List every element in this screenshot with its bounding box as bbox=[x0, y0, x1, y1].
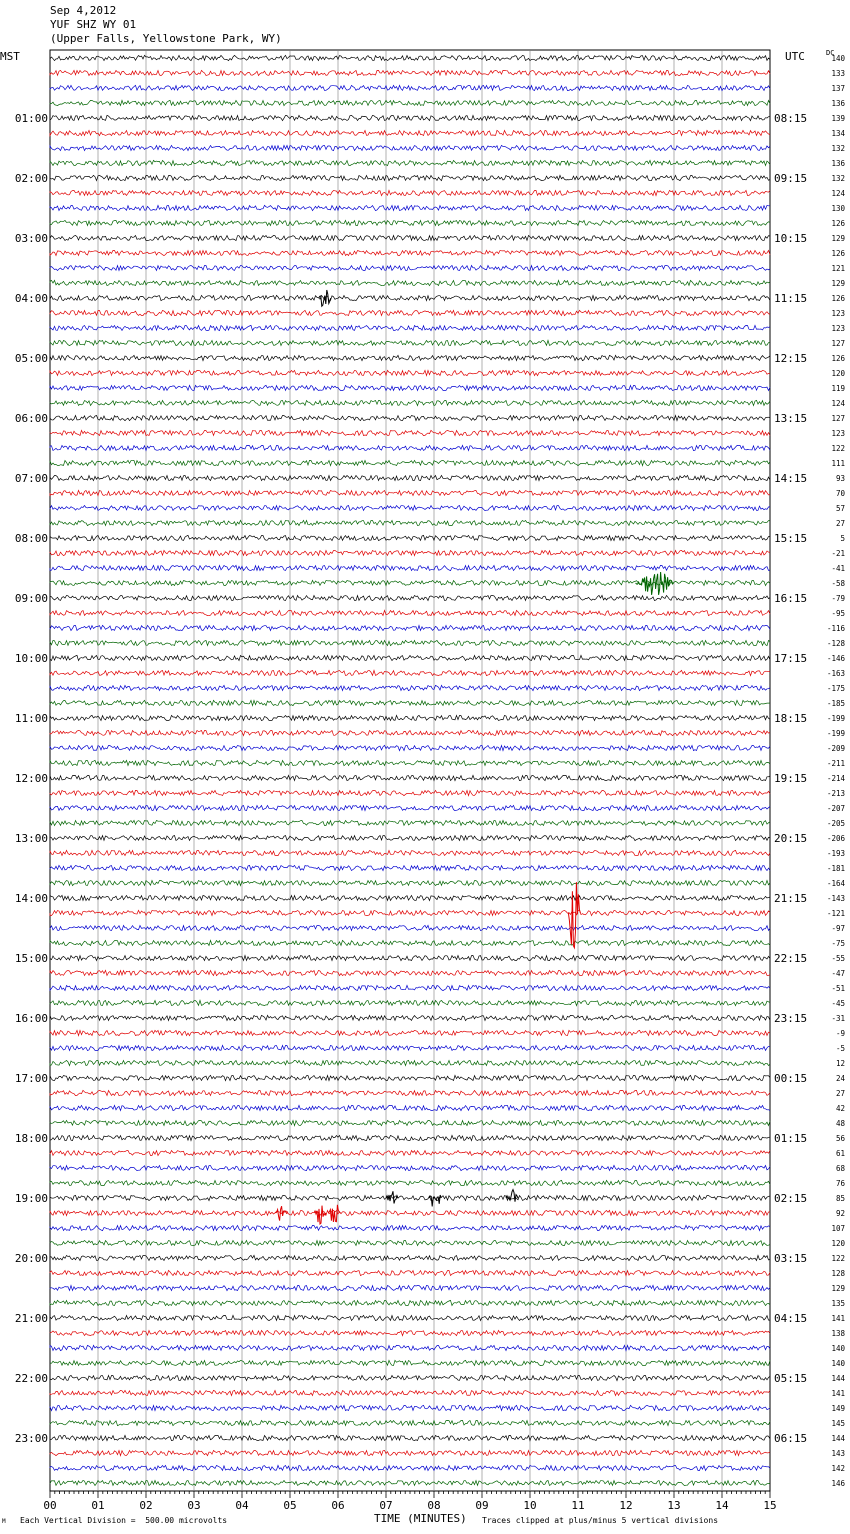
dc-offset-label: -199 bbox=[826, 729, 845, 738]
right-hour-label: 22:15 bbox=[774, 952, 808, 965]
dc-offset-label: -211 bbox=[826, 759, 845, 768]
trace-line bbox=[50, 400, 770, 405]
dc-offset-label: 56 bbox=[835, 1134, 845, 1143]
dc-offset-label: 136 bbox=[831, 159, 845, 168]
right-hour-label: 21:15 bbox=[774, 892, 808, 905]
trace-line bbox=[50, 910, 770, 915]
trace-line bbox=[50, 595, 770, 600]
right-hour-label: 09:15 bbox=[774, 172, 808, 185]
left-timezone-label: MST bbox=[0, 50, 20, 63]
trace-line bbox=[50, 1165, 770, 1170]
dc-offset-label: -45 bbox=[831, 999, 845, 1008]
trace-line bbox=[50, 1360, 770, 1365]
left-hour-label: 11:00 bbox=[14, 712, 48, 725]
dc-offset-label: 61 bbox=[835, 1149, 845, 1158]
trace-line bbox=[50, 1480, 770, 1485]
trace-line bbox=[50, 775, 770, 780]
trace-line bbox=[50, 325, 770, 330]
trace-line bbox=[50, 1195, 770, 1200]
trace-line bbox=[50, 355, 770, 360]
left-hour-label: 23:00 bbox=[14, 1432, 48, 1445]
dc-offset-label: 122 bbox=[831, 1254, 845, 1263]
left-hour-label: 06:00 bbox=[14, 412, 48, 425]
dc-offset-label: -199 bbox=[826, 714, 845, 723]
dc-offset-label: -5 bbox=[835, 1044, 845, 1053]
dc-offset-label: 141 bbox=[831, 1389, 845, 1398]
left-hour-label: 22:00 bbox=[14, 1372, 48, 1385]
dc-offset-label: -41 bbox=[831, 564, 845, 573]
x-tick-label: 12 bbox=[619, 1499, 633, 1512]
trace-line bbox=[50, 565, 770, 570]
dc-offset-label: -206 bbox=[826, 834, 845, 843]
dc-offset-label: 128 bbox=[831, 1269, 845, 1278]
dc-offset-label: 124 bbox=[831, 189, 845, 198]
dc-offset-label: 127 bbox=[831, 414, 845, 423]
trace-line bbox=[50, 970, 770, 975]
dc-offset-label: 93 bbox=[835, 474, 845, 483]
trace-line bbox=[50, 880, 770, 885]
trace-line bbox=[50, 340, 770, 345]
trace-line bbox=[50, 430, 770, 435]
trace-line bbox=[50, 895, 770, 900]
dc-offset-label: -205 bbox=[826, 819, 845, 828]
dc-offset-label: 123 bbox=[831, 429, 845, 438]
right-hour-label: 18:15 bbox=[774, 712, 808, 725]
trace-line bbox=[50, 205, 770, 210]
trace-line bbox=[50, 520, 770, 525]
right-hour-label: 08:15 bbox=[774, 112, 808, 125]
dc-offset-label: 135 bbox=[831, 1299, 845, 1308]
dc-offset-label: -121 bbox=[826, 909, 845, 918]
trace-line bbox=[50, 385, 770, 390]
dc-offset-label: -47 bbox=[831, 969, 845, 978]
x-tick-label: 13 bbox=[667, 1499, 681, 1512]
trace-line bbox=[50, 145, 770, 150]
left-hour-label: 07:00 bbox=[14, 472, 48, 485]
dc-offset-label: -146 bbox=[826, 654, 845, 663]
seismic-events bbox=[276, 290, 674, 1224]
left-hour-label: 02:00 bbox=[14, 172, 48, 185]
dc-offset-label: -193 bbox=[826, 849, 845, 858]
trace-line bbox=[50, 535, 770, 540]
trace-line bbox=[50, 220, 770, 225]
dc-offset-label: -58 bbox=[831, 579, 845, 588]
trace-line bbox=[50, 1240, 770, 1245]
trace-line bbox=[50, 190, 770, 195]
left-hour-label: 17:00 bbox=[14, 1072, 48, 1085]
dc-offset-label: 76 bbox=[835, 1179, 845, 1188]
x-axis-title: TIME (MINUTES) bbox=[374, 1512, 467, 1525]
right-hour-label: 06:15 bbox=[774, 1432, 808, 1445]
x-tick-label: 08 bbox=[427, 1499, 441, 1512]
right-hour-label: 01:15 bbox=[774, 1132, 808, 1145]
x-tick-label: 00 bbox=[43, 1499, 57, 1512]
trace-line bbox=[50, 730, 770, 735]
x-tick-label: 14 bbox=[715, 1499, 729, 1512]
trace-line bbox=[50, 175, 770, 180]
seismic-traces bbox=[50, 55, 770, 1485]
dc-offset-label: 123 bbox=[831, 309, 845, 318]
trace-line bbox=[50, 295, 770, 300]
trace-line bbox=[50, 640, 770, 645]
right-hour-label: 03:15 bbox=[774, 1252, 808, 1265]
dc-offset-label: 140 bbox=[831, 1344, 845, 1353]
trace-line bbox=[50, 1150, 770, 1155]
dc-offset-label: 12 bbox=[835, 1059, 845, 1068]
left-hour-label: 09:00 bbox=[14, 592, 48, 605]
trace-line bbox=[50, 506, 770, 511]
dc-offset-label: 126 bbox=[831, 294, 845, 303]
trace-line bbox=[50, 1300, 770, 1305]
trace-line bbox=[50, 550, 770, 555]
dc-offset-label: 132 bbox=[831, 174, 845, 183]
dc-offset-label: 57 bbox=[835, 504, 845, 513]
left-hour-label: 18:00 bbox=[14, 1132, 48, 1145]
trace-line bbox=[50, 1315, 770, 1320]
dc-offset-label: 27 bbox=[835, 1089, 845, 1098]
dc-offset-label: -21 bbox=[831, 549, 845, 558]
trace-line bbox=[50, 805, 770, 810]
dc-offset-label: 68 bbox=[835, 1164, 845, 1173]
left-hour-label: 03:00 bbox=[14, 232, 48, 245]
trace-line bbox=[50, 985, 770, 990]
trace-line bbox=[50, 475, 770, 480]
dc-offset-label: 5 bbox=[840, 534, 845, 543]
dc-offset-label: -209 bbox=[826, 744, 845, 753]
trace-line bbox=[50, 1225, 770, 1230]
trace-line bbox=[50, 266, 770, 271]
trace-line bbox=[50, 55, 770, 60]
left-hour-label: 21:00 bbox=[14, 1312, 48, 1325]
trace-line bbox=[50, 1375, 770, 1380]
dc-offset-label: 123 bbox=[831, 324, 845, 333]
trace-line bbox=[50, 1270, 770, 1275]
right-hour-label: 20:15 bbox=[774, 832, 808, 845]
dc-offset-label: -164 bbox=[826, 879, 845, 888]
dc-offset-label: 126 bbox=[831, 219, 845, 228]
dc-offset-label: -143 bbox=[826, 894, 845, 903]
trace-line bbox=[50, 1465, 770, 1470]
dc-offset-labels bbox=[827, 54, 846, 1488]
trace-line bbox=[50, 1045, 770, 1050]
trace-line bbox=[50, 940, 770, 945]
trace-line bbox=[50, 280, 770, 285]
dc-offset-label: 134 bbox=[831, 129, 845, 138]
station-code: YUF SHZ WY 01 bbox=[50, 18, 137, 31]
dc-offset-label: 107 bbox=[831, 1224, 845, 1233]
dc-offset-label: -31 bbox=[831, 1014, 845, 1023]
trace-line bbox=[50, 100, 770, 105]
trace-line bbox=[50, 745, 770, 750]
right-hour-label: 10:15 bbox=[774, 232, 808, 245]
corner-mark: M bbox=[2, 1518, 6, 1525]
trace-line bbox=[50, 715, 770, 720]
trace-line bbox=[50, 1210, 770, 1215]
trace-line bbox=[50, 235, 770, 240]
dc-offset-label: 143 bbox=[831, 1449, 845, 1458]
right-hour-label: 19:15 bbox=[774, 772, 808, 785]
trace-line bbox=[50, 1015, 770, 1020]
scale-note: Each Vertical Division = 500.00 microvolts bbox=[20, 1516, 228, 1525]
trace-line bbox=[50, 1060, 770, 1065]
trace-line bbox=[50, 1450, 770, 1455]
right-hour-label: 17:15 bbox=[774, 652, 808, 665]
left-hour-label: 20:00 bbox=[14, 1252, 48, 1265]
dc-offset-label: 27 bbox=[835, 519, 845, 528]
trace-line bbox=[50, 70, 770, 75]
trace-line bbox=[50, 670, 770, 675]
right-hour-label: 02:15 bbox=[774, 1192, 808, 1205]
trace-line bbox=[50, 955, 770, 960]
trace-line bbox=[50, 310, 770, 315]
dc-offset-label: -213 bbox=[826, 789, 845, 798]
dc-offset-label: -79 bbox=[831, 594, 845, 603]
trace-line bbox=[50, 1075, 770, 1080]
dc-offset-label: -214 bbox=[826, 774, 845, 783]
left-hour-label: 08:00 bbox=[14, 532, 48, 545]
trace-line bbox=[50, 1030, 770, 1035]
dc-offset-label: 126 bbox=[831, 249, 845, 258]
right-hour-label: 11:15 bbox=[774, 292, 808, 305]
dc-offset-label: 120 bbox=[831, 1239, 845, 1248]
trace-line bbox=[50, 1345, 770, 1350]
trace-line bbox=[50, 1090, 770, 1095]
dc-offset-label: -181 bbox=[826, 864, 845, 873]
x-tick-label: 11 bbox=[571, 1499, 585, 1512]
trace-line bbox=[50, 610, 770, 615]
dc-offset-label: 111 bbox=[831, 459, 845, 468]
dc-offset-label: 120 bbox=[831, 369, 845, 378]
dc-offset-label: -51 bbox=[831, 984, 845, 993]
dc-offset-label: -175 bbox=[826, 684, 845, 693]
right-hour-label: 13:15 bbox=[774, 412, 808, 425]
left-hour-label: 14:00 bbox=[14, 892, 48, 905]
right-timezone-label: UTC bbox=[785, 50, 805, 63]
trace-line bbox=[50, 160, 770, 165]
dc-offset-label: 144 bbox=[831, 1374, 845, 1383]
dc-offset-label: 48 bbox=[835, 1119, 845, 1128]
left-hour-label: 19:00 bbox=[14, 1192, 48, 1205]
right-hour-label: 05:15 bbox=[774, 1372, 808, 1385]
trace-line bbox=[50, 1420, 770, 1425]
dc-offset-label: 133 bbox=[831, 69, 845, 78]
dc-offset-label: 42 bbox=[835, 1104, 845, 1113]
trace-line bbox=[50, 85, 770, 90]
trace-line bbox=[50, 925, 770, 930]
dc-offset-label: -9 bbox=[835, 1029, 845, 1038]
dc-offset-label: 139 bbox=[831, 114, 845, 123]
dc-offset-label: -75 bbox=[831, 939, 845, 948]
trace-line bbox=[50, 415, 770, 420]
dc-offset-label: 142 bbox=[831, 1464, 845, 1473]
dc-offset-label: 141 bbox=[831, 1314, 845, 1323]
dc-offset-label: -95 bbox=[831, 609, 845, 618]
dc-offset-label: 121 bbox=[831, 264, 845, 273]
dc-offset-label: 146 bbox=[831, 1479, 845, 1488]
trace-line bbox=[50, 1435, 770, 1440]
event-burst bbox=[568, 882, 580, 948]
dc-offset-label: -207 bbox=[826, 804, 845, 813]
trace-line bbox=[50, 850, 770, 855]
trace-line bbox=[50, 445, 770, 450]
right-hour-label: 12:15 bbox=[774, 352, 808, 365]
x-tick-label: 09 bbox=[475, 1499, 489, 1512]
trace-line bbox=[50, 790, 770, 795]
dc-offset-label: 24 bbox=[835, 1074, 845, 1083]
x-tick-label: 06 bbox=[331, 1499, 345, 1512]
dc-offset-label: 122 bbox=[831, 444, 845, 453]
dc-offset-label: 129 bbox=[831, 1284, 845, 1293]
dc-offset-label: -116 bbox=[826, 624, 845, 633]
right-hour-label: 14:15 bbox=[774, 472, 808, 485]
dc-offset-label: 132 bbox=[831, 144, 845, 153]
trace-line bbox=[50, 820, 770, 825]
dc-offset-label: 136 bbox=[831, 99, 845, 108]
dc-offset-label: 149 bbox=[831, 1404, 845, 1413]
dc-offset-label: 126 bbox=[831, 354, 845, 363]
left-hour-label: 10:00 bbox=[14, 652, 48, 665]
dc-offset-label: -185 bbox=[826, 699, 845, 708]
trace-line bbox=[50, 370, 770, 375]
left-hour-label: 04:00 bbox=[14, 292, 48, 305]
x-tick-label: 10 bbox=[523, 1499, 537, 1512]
dc-offset-label: -55 bbox=[831, 954, 845, 963]
trace-line bbox=[50, 685, 770, 690]
dc-offset-label: -163 bbox=[826, 669, 845, 678]
x-tick-label: 02 bbox=[139, 1499, 153, 1512]
dc-offset-label: 145 bbox=[831, 1419, 845, 1428]
left-hour-label: 16:00 bbox=[14, 1012, 48, 1025]
trace-line bbox=[50, 1105, 770, 1110]
dc-offset-label: 130 bbox=[831, 204, 845, 213]
dc-offset-label: 138 bbox=[831, 1329, 845, 1338]
event-burst bbox=[319, 290, 331, 306]
trace-line bbox=[50, 460, 770, 465]
left-hour-label: 15:00 bbox=[14, 952, 48, 965]
trace-line bbox=[50, 655, 770, 660]
x-tick-label: 01 bbox=[91, 1499, 105, 1512]
left-hour-label: 13:00 bbox=[14, 832, 48, 845]
dc-offset-label: -128 bbox=[826, 639, 845, 648]
dc-offset-label: 144 bbox=[831, 1434, 845, 1443]
trace-line bbox=[50, 250, 770, 255]
dc-offset-label: 70 bbox=[835, 489, 845, 498]
x-tick-label: 15 bbox=[763, 1499, 777, 1512]
station-location: (Upper Falls, Yellowstone Park, WY) bbox=[50, 32, 282, 45]
clip-note: Traces clipped at plus/minus 5 vertical divisions bbox=[482, 1516, 719, 1525]
left-hour-label: 01:00 bbox=[14, 112, 48, 125]
trace-line bbox=[50, 625, 770, 630]
trace-line bbox=[50, 1405, 770, 1410]
right-hour-label: 04:15 bbox=[774, 1312, 808, 1325]
trace-line bbox=[50, 865, 770, 870]
trace-line bbox=[50, 1000, 770, 1005]
trace-line bbox=[50, 1135, 770, 1140]
time-axis bbox=[43, 1491, 776, 1512]
x-tick-label: 03 bbox=[187, 1499, 201, 1512]
plot-date: Sep 4,2012 bbox=[50, 4, 117, 17]
trace-line bbox=[50, 490, 770, 495]
right-hour-label: 16:15 bbox=[774, 592, 808, 605]
trace-line bbox=[50, 115, 770, 120]
left-hour-label: 12:00 bbox=[14, 772, 48, 785]
dc-offset-label: -97 bbox=[831, 924, 845, 933]
trace-line bbox=[50, 1390, 770, 1395]
dc-offset-label: 127 bbox=[831, 339, 845, 348]
dc-offset-label: 129 bbox=[831, 234, 845, 243]
trace-line bbox=[50, 1255, 770, 1260]
trace-line bbox=[50, 130, 770, 135]
left-hour-labels bbox=[15, 112, 48, 1445]
trace-line bbox=[50, 836, 770, 841]
dc-offset-label: 119 bbox=[831, 384, 845, 393]
dc-offset-label: 124 bbox=[831, 399, 845, 408]
trace-line bbox=[50, 1330, 770, 1335]
dc-column-label: DC bbox=[826, 49, 835, 57]
right-hour-label: 00:15 bbox=[774, 1072, 808, 1085]
trace-line bbox=[50, 1120, 770, 1125]
dc-offset-label: 92 bbox=[835, 1209, 845, 1218]
dc-offset-label: 137 bbox=[831, 84, 845, 93]
left-hour-label: 05:00 bbox=[14, 352, 48, 365]
x-tick-label: 07 bbox=[379, 1499, 393, 1512]
dc-offset-label: 140 bbox=[831, 1359, 845, 1368]
dc-offset-label: 129 bbox=[831, 279, 845, 288]
right-hour-label: 23:15 bbox=[774, 1012, 808, 1025]
x-tick-label: 04 bbox=[235, 1499, 249, 1512]
trace-line bbox=[50, 1180, 770, 1185]
trace-line bbox=[50, 700, 770, 705]
trace-line bbox=[50, 1285, 770, 1290]
right-hour-labels bbox=[774, 112, 807, 1445]
dc-offset-label: 140 bbox=[831, 54, 845, 63]
dc-offset-label: 85 bbox=[835, 1194, 845, 1203]
x-tick-label: 05 bbox=[283, 1499, 297, 1512]
trace-line bbox=[50, 760, 770, 765]
right-hour-label: 15:15 bbox=[774, 532, 808, 545]
